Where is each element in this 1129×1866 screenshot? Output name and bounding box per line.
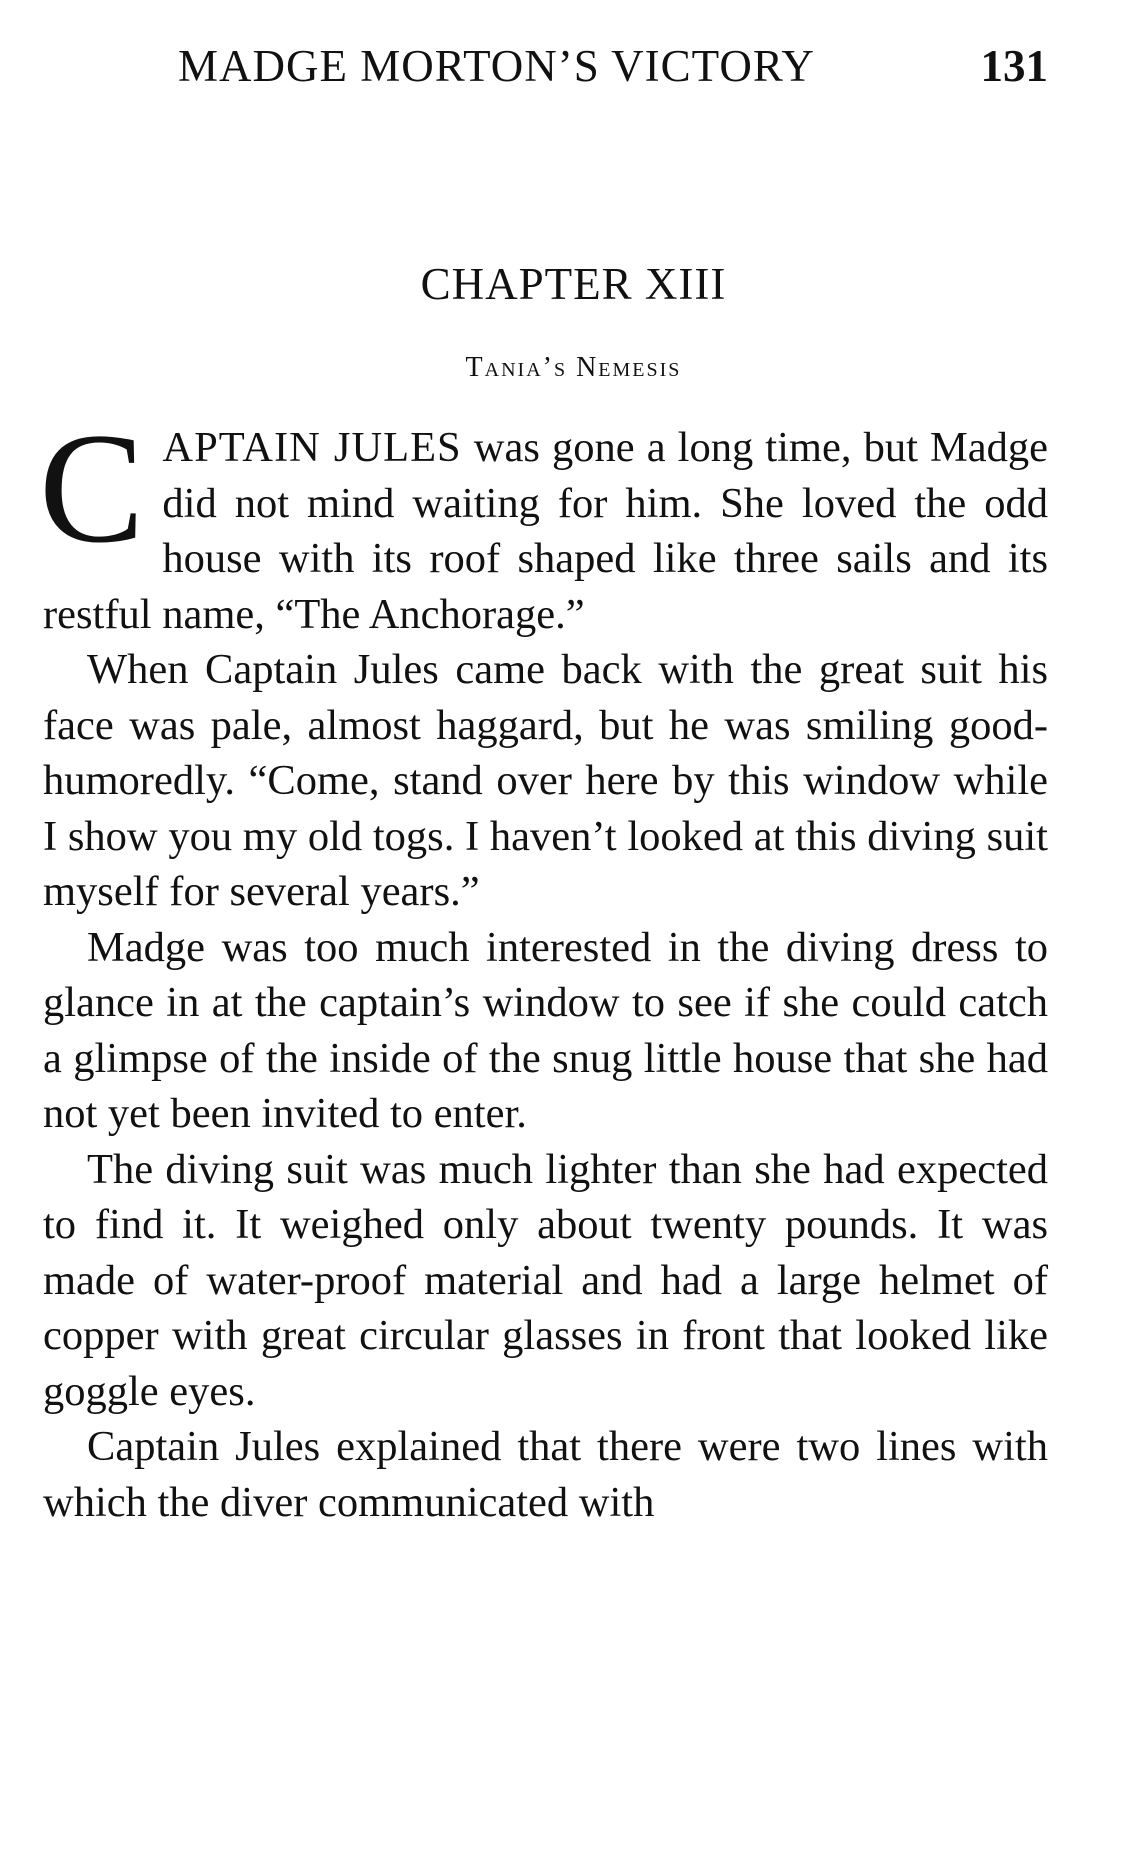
paragraph-3: Madge was too much interested in the diving dress to glance in at the captain’s window to see if she could catch a glimpse of the inside of the snug little house that she had not yet been invited to enter. bbox=[43, 923, 1048, 1137]
running-head bbox=[178, 40, 1048, 96]
chapter-title: Tania’s Nemesis bbox=[465, 352, 682, 383]
drop-cap: C bbox=[39, 401, 145, 576]
paragraph-1-text: was gone a long time, but Madge did not mind waiting for him. She loved the odd house with its roof shaped like three sails and its restful name, “The Anchorage.” bbox=[43, 424, 1048, 638]
paragraph-1 bbox=[39, 401, 1048, 642]
paragraph-5: Captain Jules explained that there were two lines with which the diver communicated with bbox=[43, 1423, 1048, 1526]
chapter-heading: CHAPTER XIII bbox=[420, 259, 727, 309]
page-number: 131 bbox=[980, 41, 1048, 91]
running-title: MADGE MORTON’S VICTORY bbox=[178, 41, 815, 91]
body-text bbox=[39, 401, 1048, 1530]
paragraph-2: When Captain Jules came back with the great suit his face was pale, almost haggard, but he was smiling good-humoredly. “Come, stand over here by this window while I show you my old togs. I haven’t looked at this diving suit myself for several years.” bbox=[43, 646, 1048, 915]
opening-caps: APTAIN JULES bbox=[162, 424, 462, 471]
paragraph-4: The diving suit was much lighter than she had expected to find it. It weighed only about twenty pounds. It was made of water-proof material and had a large helmet of copper with great circular glasses in front that looked like goggle eyes. bbox=[43, 1145, 1048, 1415]
